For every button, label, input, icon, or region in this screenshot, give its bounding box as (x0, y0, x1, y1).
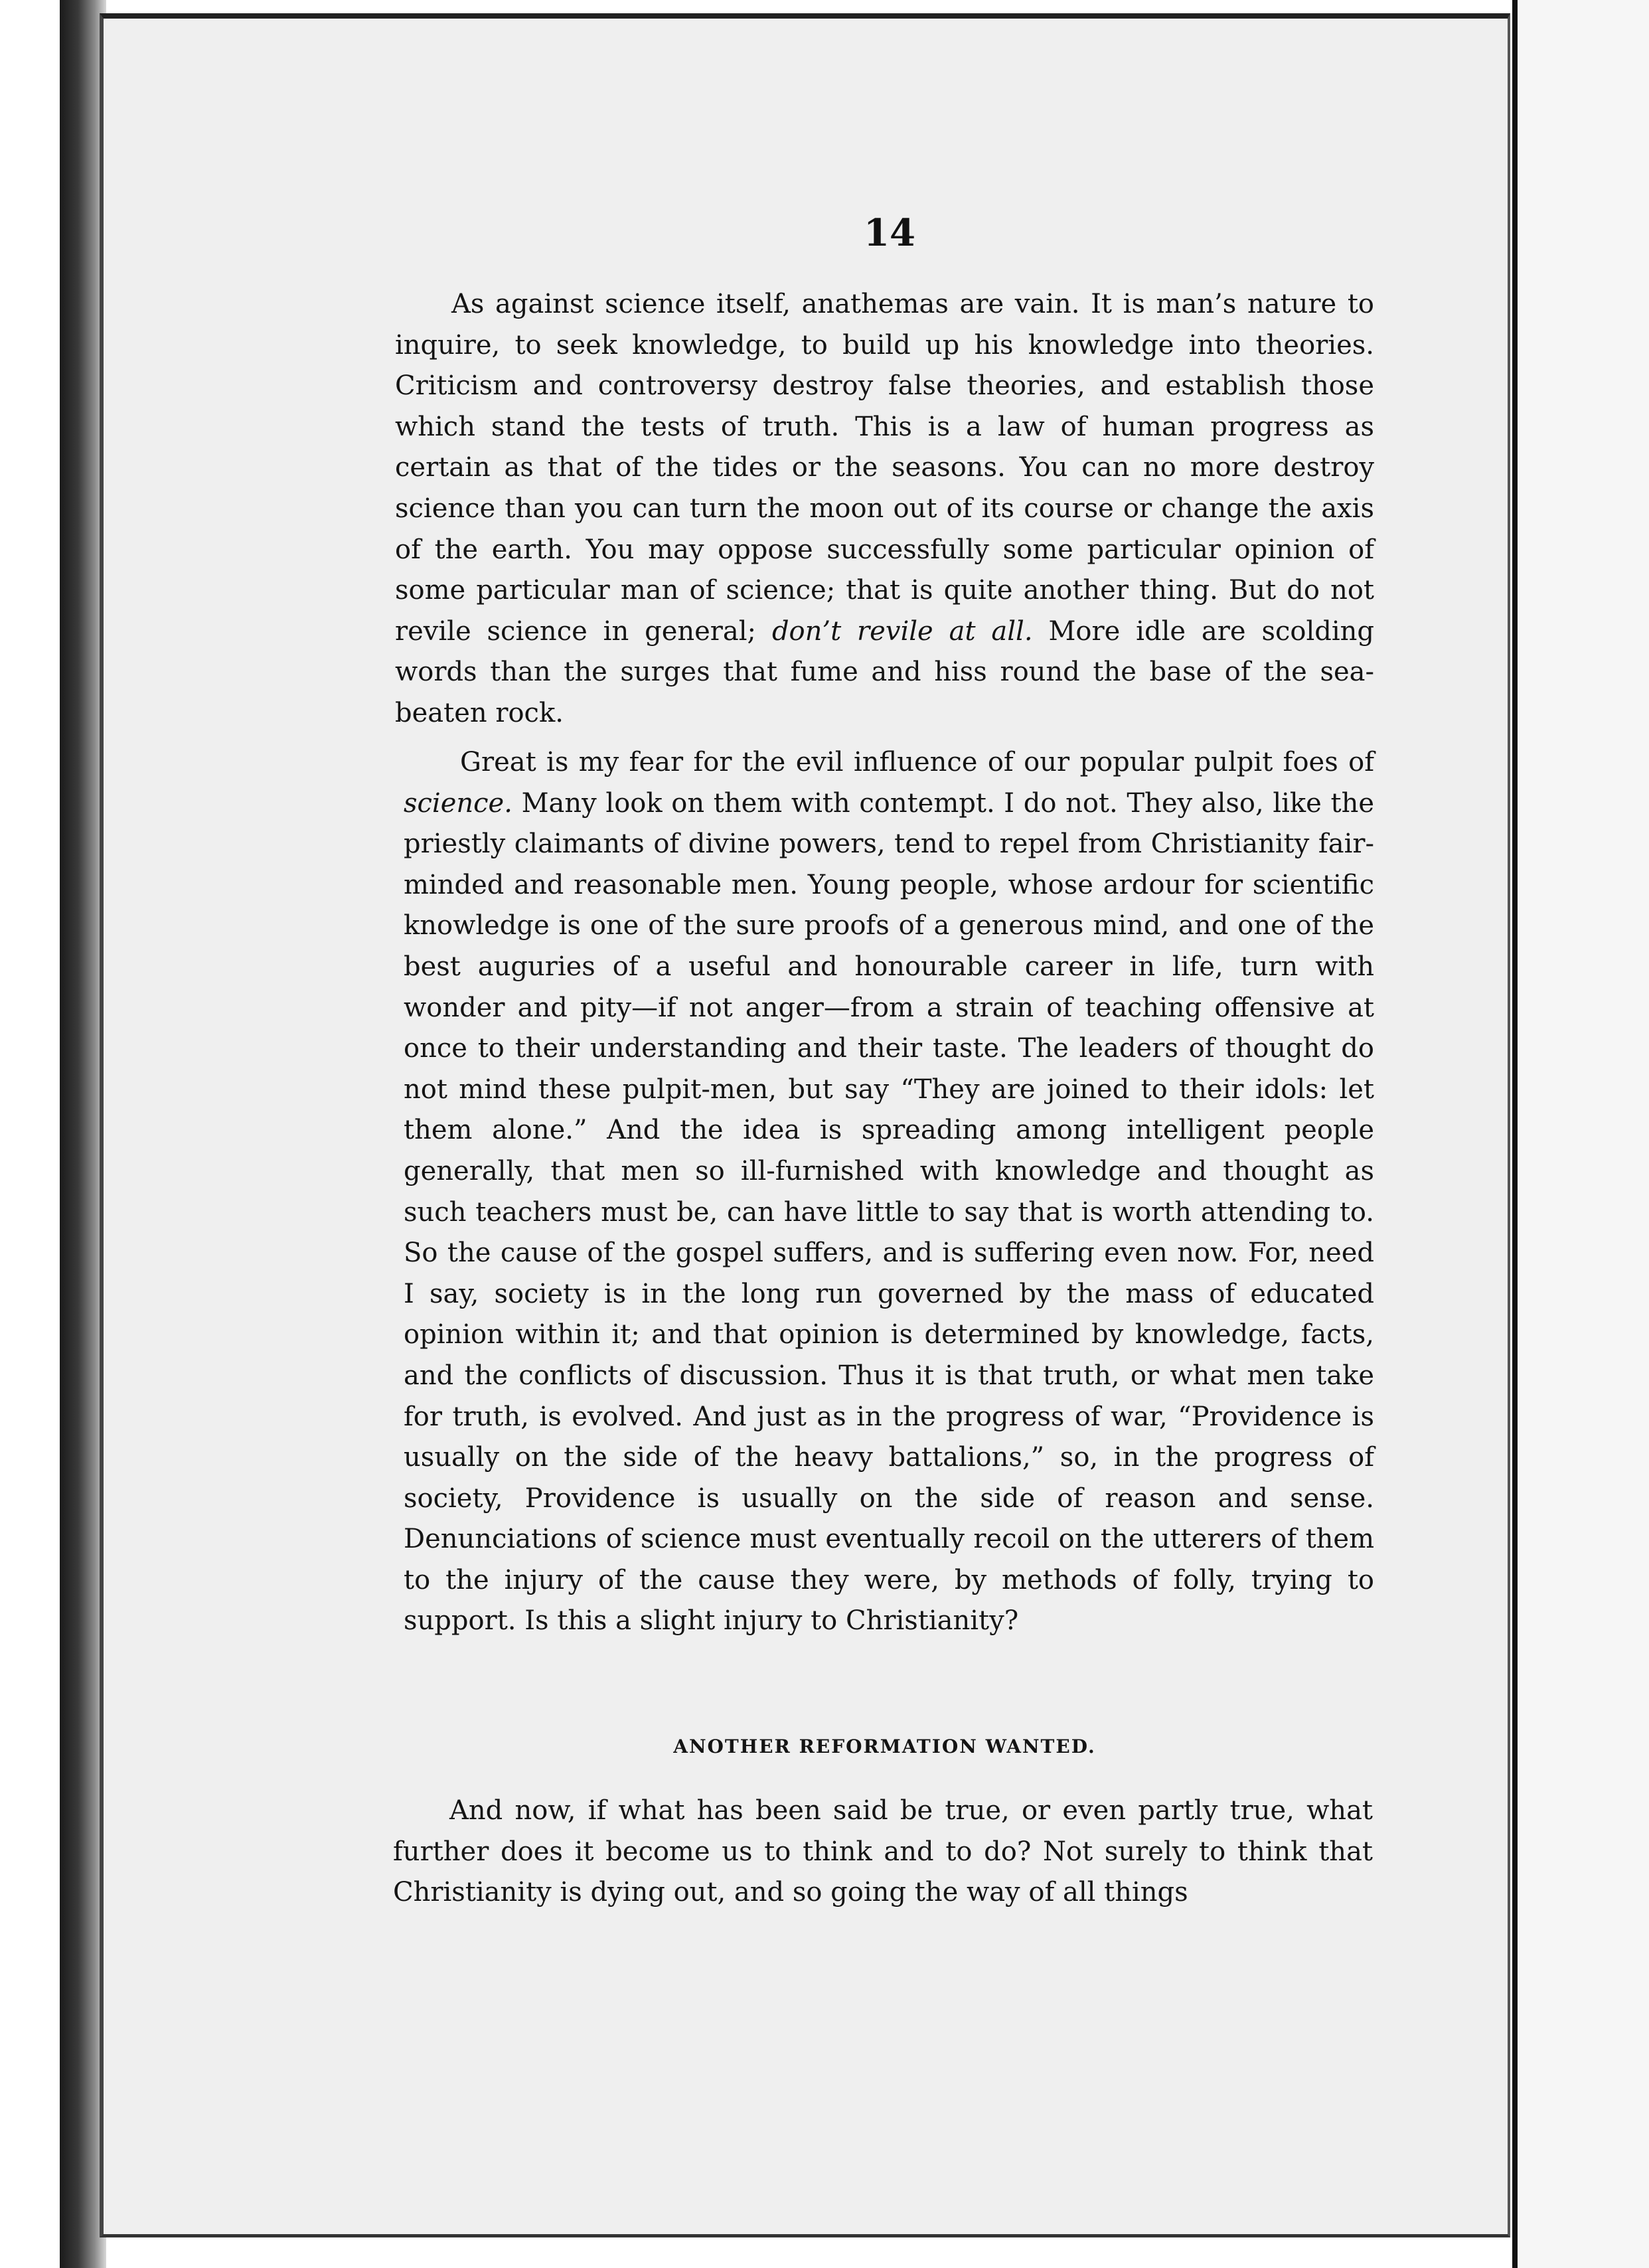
paragraph-2-text-b: Many look on them with contempt. I do not. They also, like the priestly claimants of divine powers, tend to repel from Christianity fair-minded and reasonable men. Young people, whose ardour for scientific knowledge is one of the sure proofs of a generous mind, and one of the best auguries of a useful and honourable career in life, turn with wonder and pity—if not anger—from a strain of teaching offensive at once to their understanding and their taste. The leaders of thought do not mind these pulpit-men, but say “They are joined to their idols: let them alone.” And the idea is spreading among intelligent people generally, that men so ill-furnished with knowledge and thought as such teachers must be, can have little to say that is worth attending to. So the cause of the gospel suffers, and is suffering even now. For, need I say, society is in the long run governed by the mass of educated opinion within it; and that opinion is determined by knowledge, facts, and the conflicts of discussion. Thus it is that truth, or what men take for truth, is evolved. And just as in the progress of war, “Providence is usually on the side of the heavy battalions,” so, in the progress of society, Providence is usually on the side of reason and sense. Denunciations of science must eventually recoil on the utterers of them to the injury of the cause they were, by methods of folly, trying to support. Is this a slight injury to Christianity? (404, 787, 1374, 1637)
paragraph-1 (395, 284, 1374, 734)
paragraph-2-italic: science. (404, 787, 512, 819)
paragraph-1-text-b: More idle are scolding words than the surges that fume and hiss round the base of the sea-beaten rock. (395, 615, 1375, 728)
paragraph-3-text: And now, if what has been said be true, or even partly true, what further does it become us to think and to do? Not surely to think that Christianity is dying out, and so going the way of all things (393, 1795, 1373, 1908)
page-edge-rule (1512, 0, 1518, 2268)
paragraph-3 (393, 1791, 1373, 1913)
paragraph-1-text-a: As against science itself, anathemas are vain. It is man’s nature to inquire, to seek knowledge, to build up his knowledge into theories. Criticism and controversy destroy false theories, and establish those which stand the tests of truth. This is a law of human progress as certain as that of the tides or the seasons. You can no more destroy science than you can turn the moon out of its course or change the axis of the earth. You may oppose successfully some particular opinion of some particular man of science; that is quite another thing. But do not revile science in general; (395, 289, 1374, 647)
facing-page-margin (1518, 0, 1649, 2268)
paragraph-1-italic: don’t revile at all. (771, 615, 1033, 647)
paragraph-2 (404, 742, 1374, 1642)
page-number: 14 (864, 211, 915, 255)
section-heading: ANOTHER REFORMATION WANTED. (673, 1736, 1096, 1757)
paragraph-2-text-a: Great is my fear for the evil influence of our popular pulpit foes of (460, 747, 1374, 777)
